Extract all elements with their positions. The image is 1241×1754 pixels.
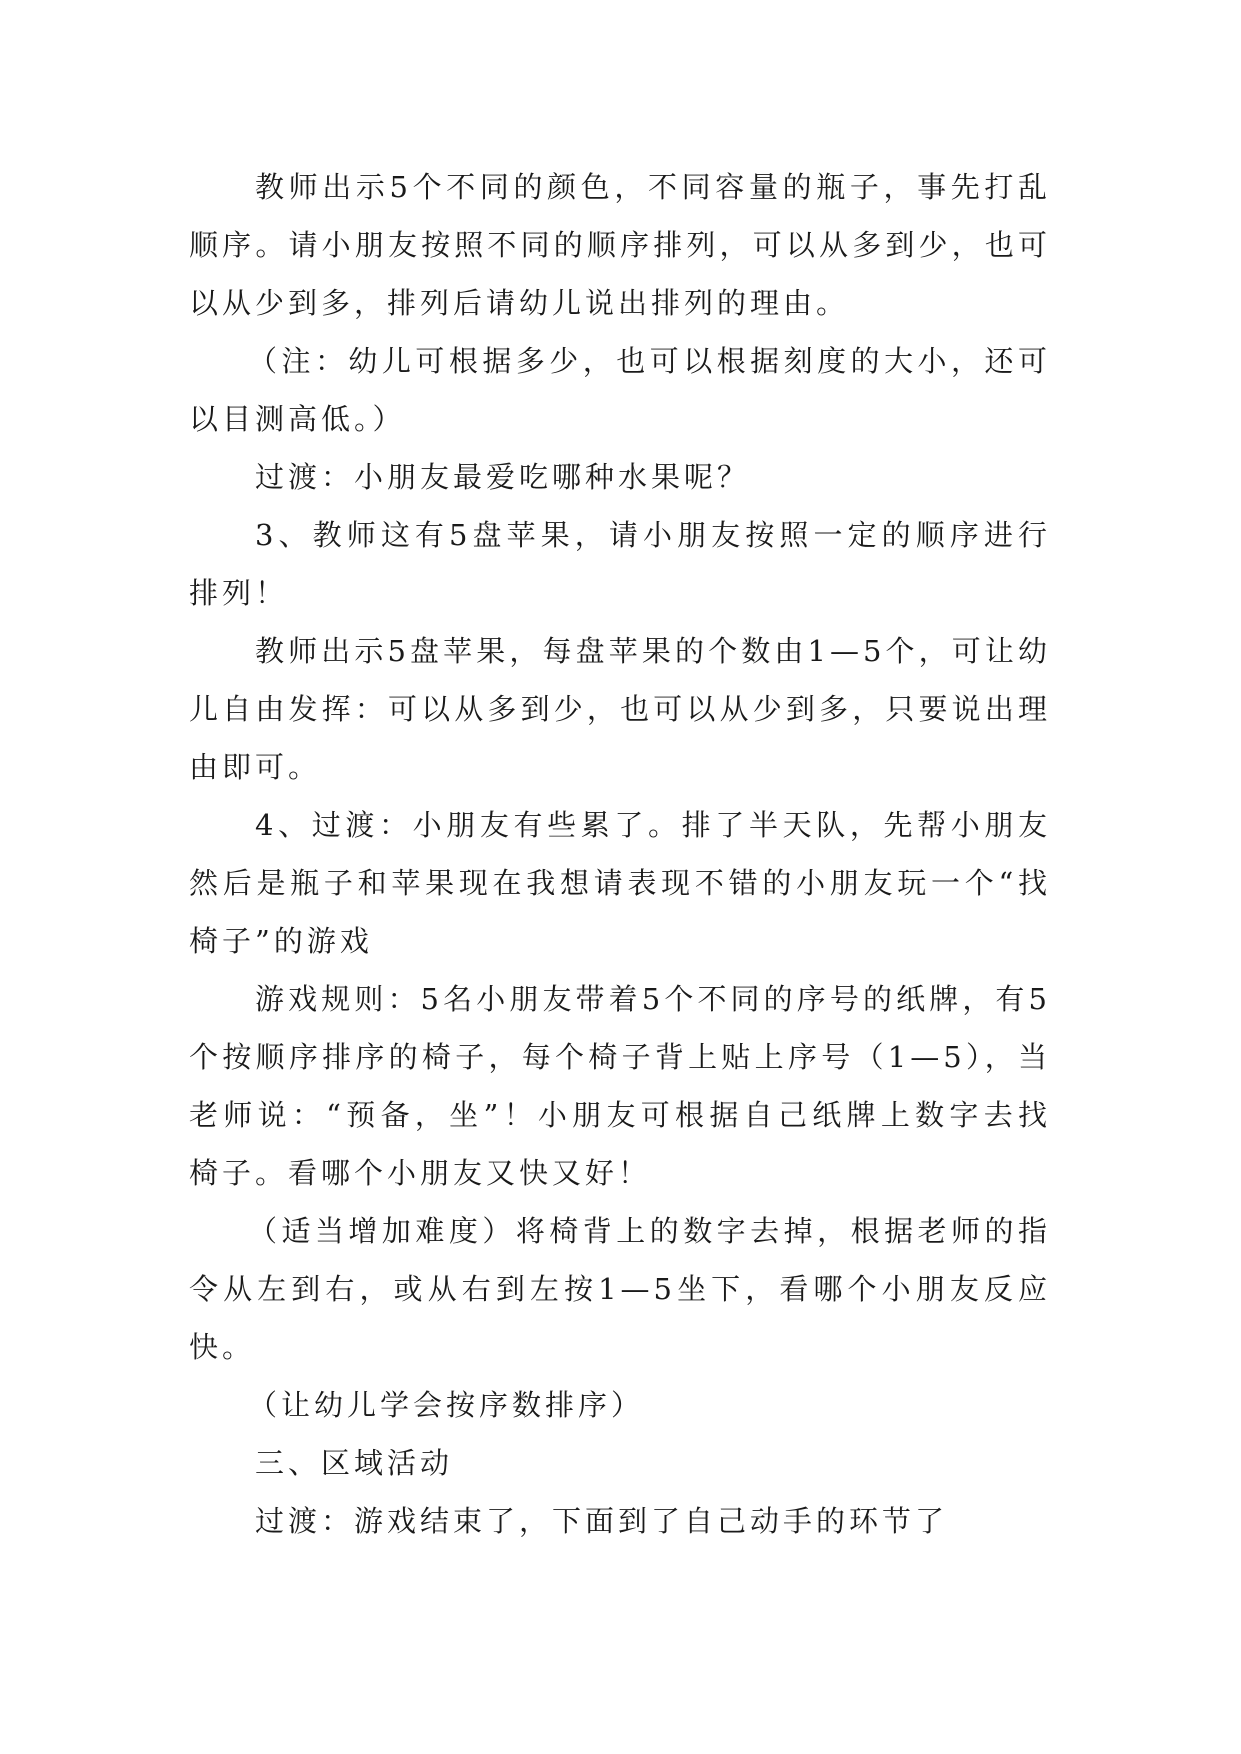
paragraph-note: （注：幼儿可根据多少，也可以根据刻度的大小，还可以目测高低。） (189, 344, 1051, 436)
paragraph-game-rules: 游戏规则：5名小朋友带着5个不同的序号的纸牌，有5个按顺序排序的椅子，每个椅子背上贴上序号（1—5），当老师说：“预备，坐”！小朋友可根据自己纸牌上数字去找椅子。看哪个小朋友又快又好！ (189, 982, 1051, 1190)
paragraph-transition-fruit: 过渡：小朋友最爱吃哪种水果呢？ (255, 460, 751, 494)
section-heading-area-activity: 三、区域活动 (255, 1446, 454, 1480)
paragraph-step-3: 3、教师这有5盘苹果，请小朋友按照一定的顺序进行排列！ (189, 518, 1051, 610)
paragraph-bottle-sorting: 教师出示5个不同的颜色，不同容量的瓶子，事先打乱顺序。请小朋友按照不同的顺序排列，可以从多到少，也可以从少到多，排列后请幼儿说出排列的理由。 (189, 170, 1051, 320)
paragraph-apple-sorting: 教师出示5盘苹果，每盘苹果的个数由1—5个，可让幼儿自由发挥：可以从多到少，也可以从少到多，只要说出理由即可。 (189, 634, 1051, 784)
paragraph-difficulty: （适当增加难度）将椅背上的数字去掉，根据老师的指令从左到右，或从右到左按1—5坐下，看哪个小朋友反应快。 (189, 1214, 1051, 1364)
document-page (189, 158, 1051, 1550)
paragraph-transition-handson: 过渡：游戏结束了，下面到了自己动手的环节了 (255, 1504, 949, 1538)
paragraph-goal-note: （让幼儿学会按序数排序） (248, 1388, 645, 1422)
paragraph-step-4: 4、过渡：小朋友有些累了。排了半天队，先帮小朋友然后是瓶子和苹果现在我想请表现不错的小朋友玩一个“找椅子”的游戏 (189, 808, 1051, 958)
